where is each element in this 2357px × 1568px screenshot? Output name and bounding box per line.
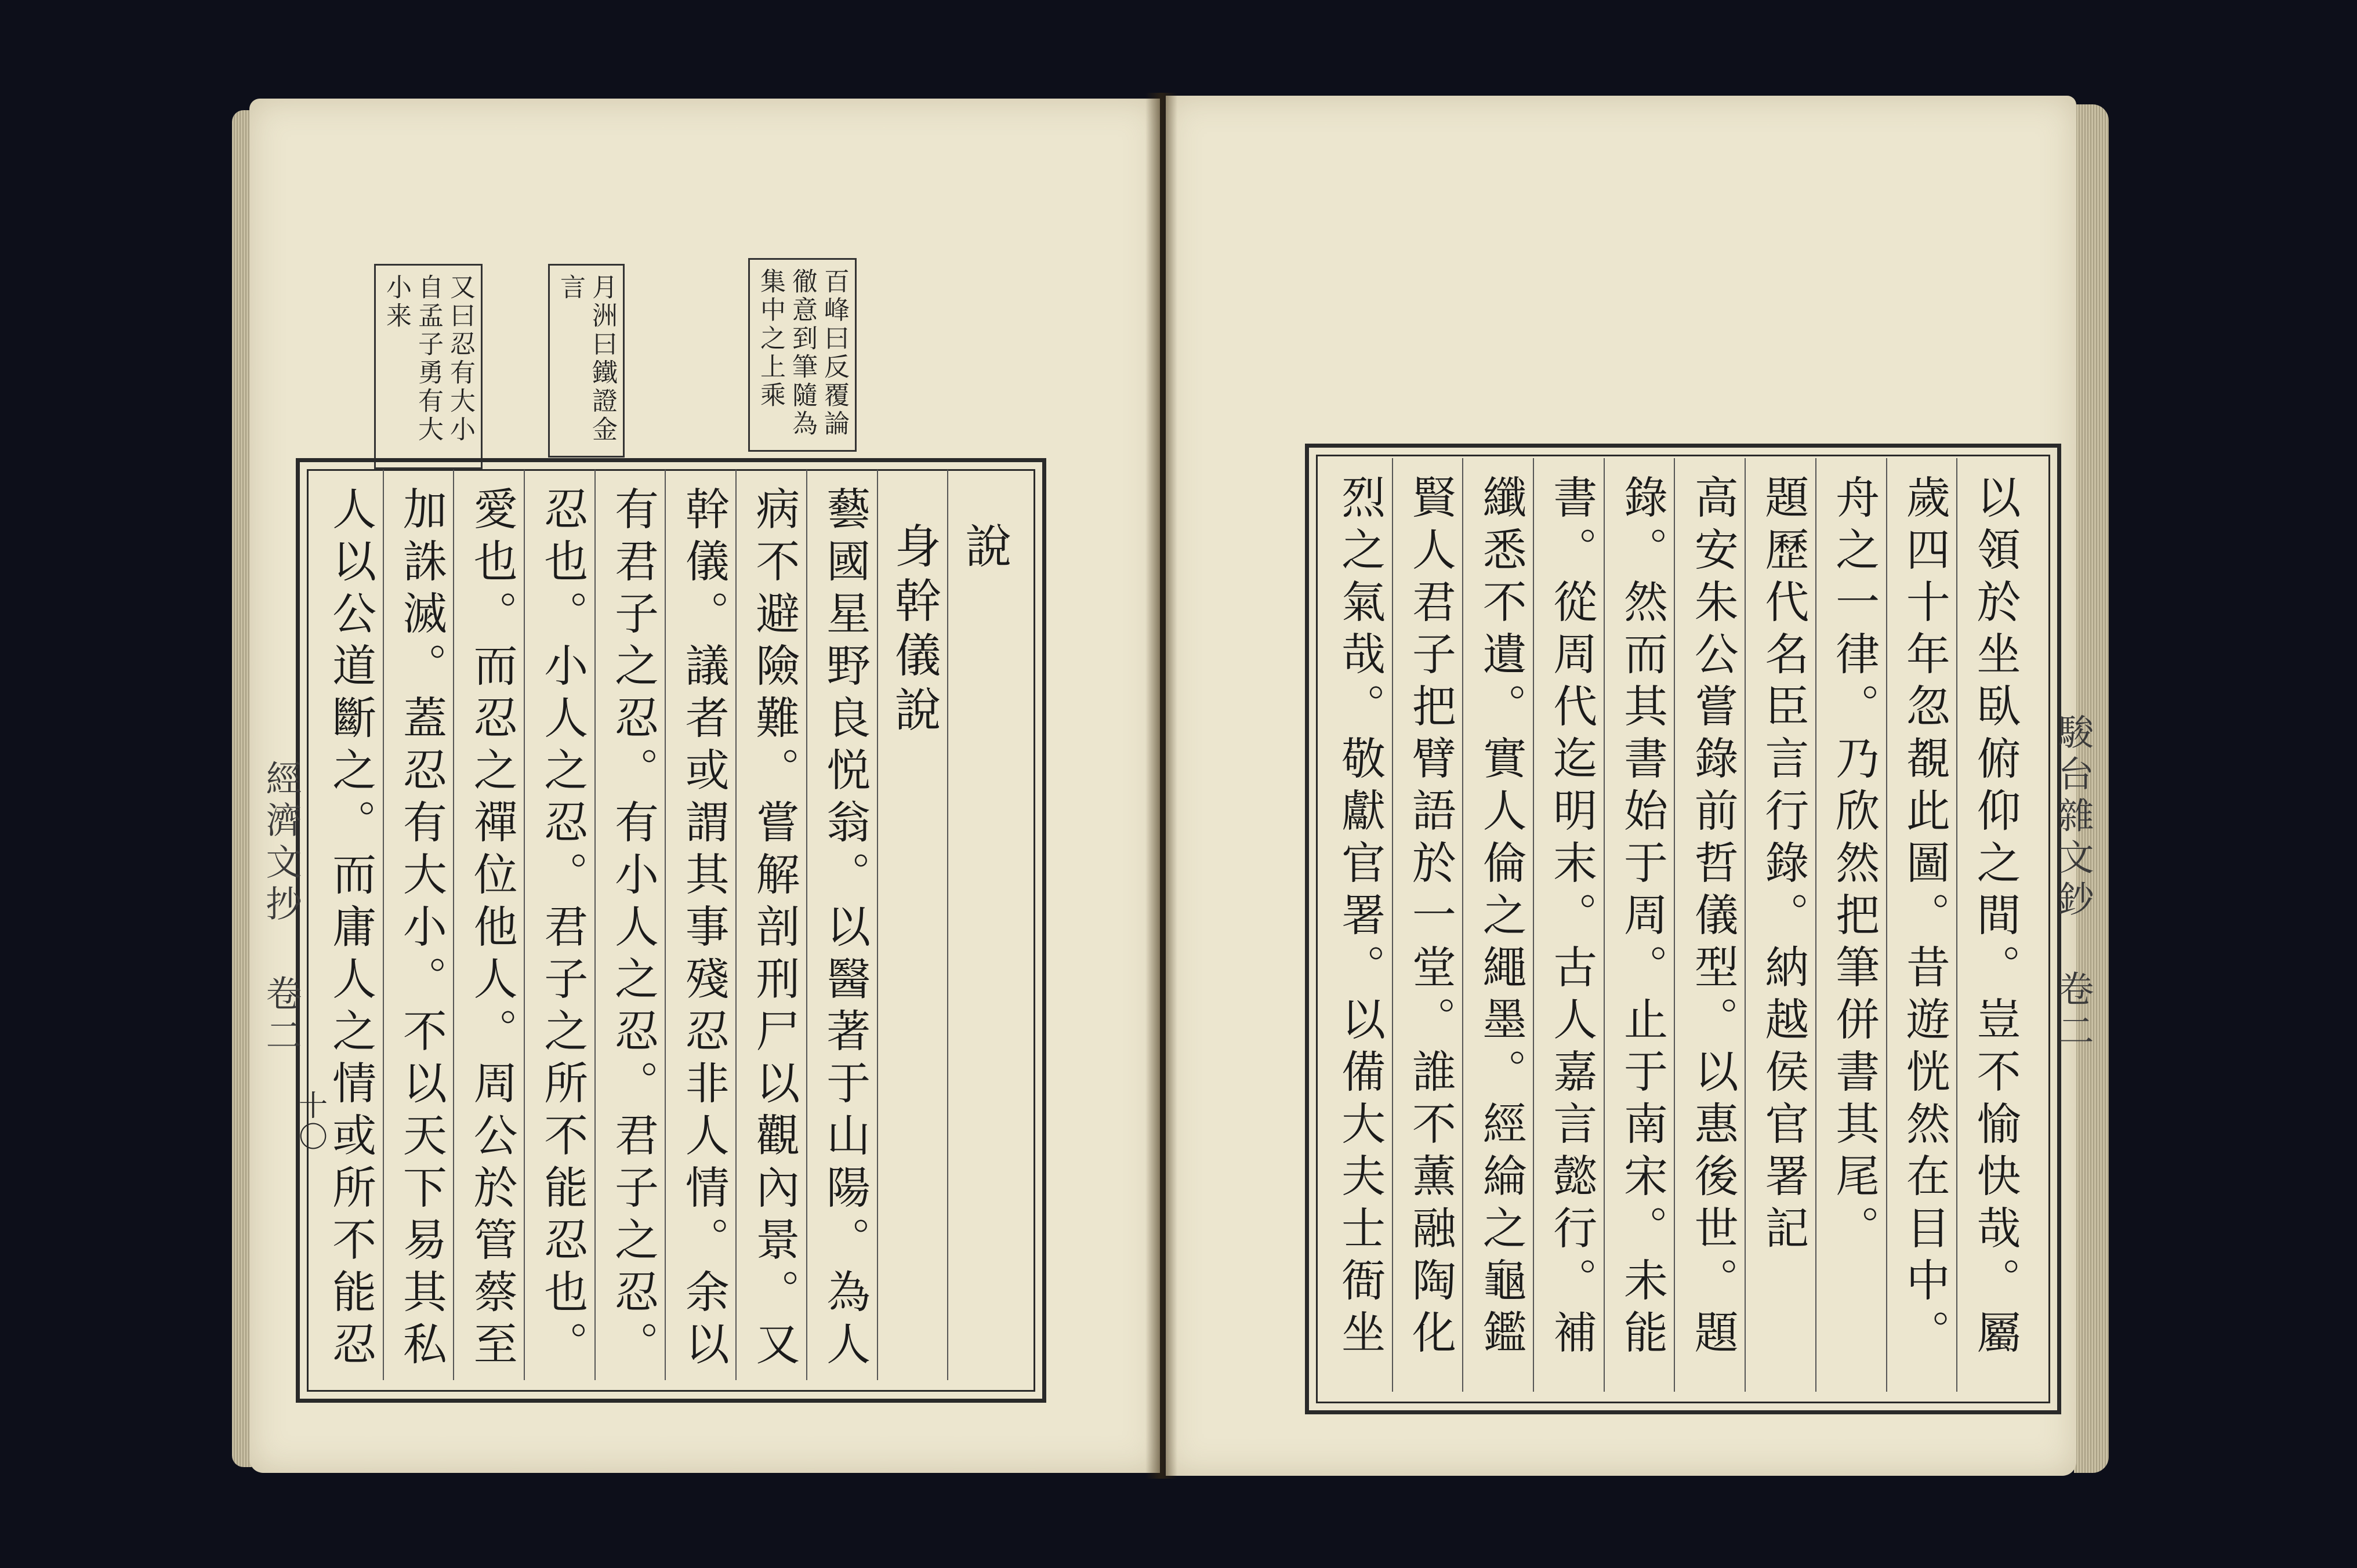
page-title: 經濟文抄 卷二 [260,760,302,1058]
text-column: 病不避險難。嘗解剖刑尸以觀內景。又 [735,470,806,1380]
page-title: 駿台雜文鈔 卷二 [2052,713,2094,1054]
text-column: 書。從周代迄明末。古人嘉言懿行。補 [1533,458,1604,1392]
left-text-columns [313,470,1018,1380]
text-column: 說 [947,470,1018,1380]
text-column: 舟之一律。乃欣然把筆併書其尾。 [1815,458,1886,1392]
text-column: 賢人君子把臂語於一堂。誰不薰融陶化 [1392,458,1463,1392]
text-column: 有君子之忍。有小人之忍。君子之忍。 [594,470,665,1380]
section-heading: 題歷代名臣言行錄。納越侯官署記 [1745,458,1815,1392]
left-page-edges [232,110,252,1467]
text-column: 忍也。小人之忍。君子之所不能忍也。 [524,470,594,1380]
folio-number: 十〇 [294,1090,328,1153]
text-column: 幹儀。議者或謂其事殘忍非人情。余以 [665,470,735,1380]
text-column: 藝國星野良悦翁。以醫著于山陽。為人 [806,470,877,1380]
text-column: 加誅滅。蓋忍有大小。不以天下易其私 [383,470,454,1380]
binding-gutter [1145,93,1177,1479]
text-column: 烈之氣哉。敬獻官署。以備大夫士衙坐 [1334,474,1386,1362]
text-column: 愛也。而忍之禪位他人。周公於管蔡至 [453,470,524,1380]
headnote: 百峰曰反覆論徹意到筆隨為集中之上乘 [748,258,857,452]
text-column: 錄。然而其書始于周。止于南宋。未能 [1604,458,1674,1392]
section-heading: 身幹儀說 [877,470,948,1380]
text-column: 以領於坐臥俯仰之間。豈不愉快哉。屬 [1956,458,2027,1392]
headnote: 又曰忍有大小自孟子勇有大小来 [374,264,483,469]
text-column: 纖悉不遺。實人倫之繩墨。經綸之龜鑑 [1462,458,1533,1392]
text-column: 高安朱公嘗錄前哲儀型。以惠後世。題 [1674,458,1745,1392]
text-column: 人以公道斷之。而庸人之情或所不能忍 [325,486,377,1373]
right-text-columns [1322,458,2027,1392]
headnote: 月洲曰鐵證金言 [548,264,625,458]
text-column: 歲四十年忽覩此圖。昔遊恍然在目中。 [1886,458,1957,1392]
